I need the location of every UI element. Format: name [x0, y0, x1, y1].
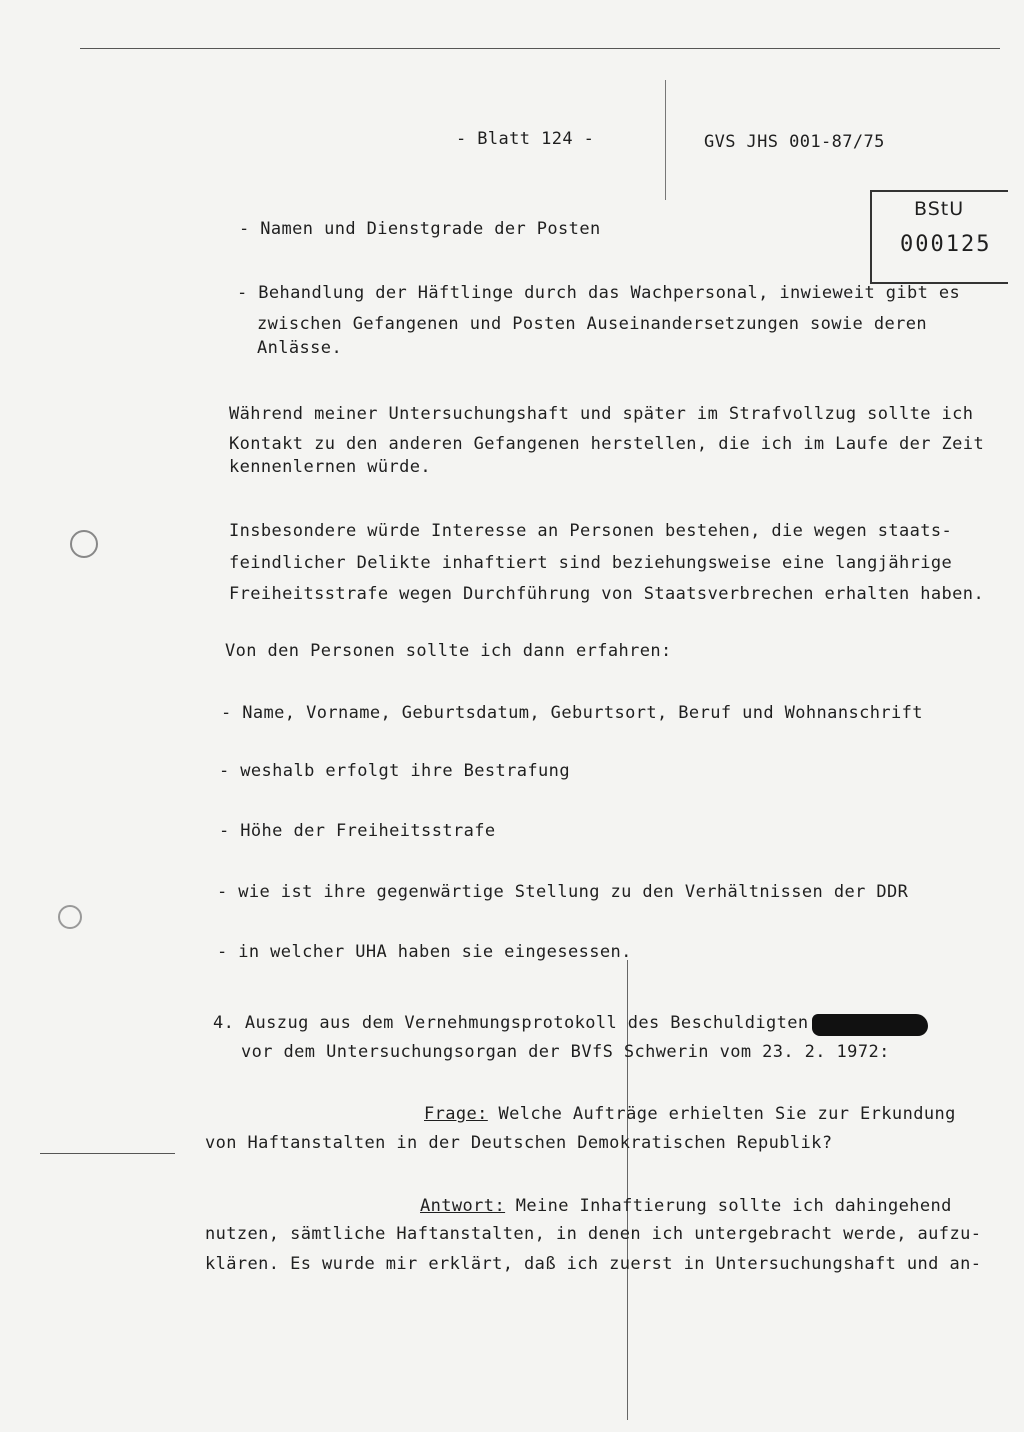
- text-line: Freiheitsstrafe wegen Durchführung von Staatsverbrechen erhalten haben.: [229, 584, 985, 604]
- text-line: vor dem Untersuchungsorgan der BVfS Schwerin vom 23. 2. 1972:: [241, 1042, 890, 1062]
- text-line: kennenlernen würde.: [229, 457, 432, 477]
- text-line: feindlicher Delikte inhaftiert sind beziehungsweise eine langjährige: [229, 553, 953, 573]
- text-line: - Behandlung der Häftlinge durch das Wachpersonal, inwieweit gibt es: [237, 283, 961, 303]
- header-divider: [665, 80, 666, 200]
- stamp-archive-name: BStU: [914, 198, 965, 220]
- list-item: - Höhe der Freiheitsstrafe: [219, 821, 496, 841]
- answer-text: Meine Inhaftierung sollte ich dahingehend: [505, 1196, 952, 1216]
- text-line: Kontakt zu den anderen Gefangenen herstellen, die ich im Laufe der Zeit: [229, 434, 985, 454]
- text-line: Von den Personen sollte ich dann erfahren:: [225, 641, 672, 661]
- list-item: - Name, Vorname, Geburtsdatum, Geburtsort, Beruf und Wohnanschrift: [221, 703, 923, 723]
- archive-stamp: [870, 190, 1008, 284]
- answer-label: Antwort:: [420, 1196, 506, 1216]
- page-label: - Blatt 124 -: [456, 129, 595, 149]
- redaction-mark: [812, 1014, 928, 1036]
- text-line: zwischen Gefangenen und Posten Auseinandersetzungen sowie deren: [257, 314, 927, 334]
- stamp-page-number: 000125: [900, 232, 992, 257]
- list-item: - weshalb erfolgt ihre Bestrafung: [219, 761, 570, 781]
- text-line: klären. Es wurde mir erklärt, daß ich zuerst in Untersuchungshaft und an-: [205, 1254, 982, 1274]
- document-reference: GVS JHS 001-87/75: [704, 132, 885, 152]
- left-margin-rule: [40, 1153, 175, 1154]
- question-text: Welche Aufträge erhielten Sie zur Erkundung: [487, 1104, 956, 1124]
- question-label: Frage:: [424, 1104, 488, 1124]
- list-item: - in welcher UHA haben sie eingesessen.: [217, 942, 632, 962]
- text-line: nutzen, sämtliche Haftanstalten, in denen ich untergebracht werde, aufzu-: [205, 1224, 982, 1244]
- text-line: von Haftanstalten in der Deutschen Demokratischen Republik?: [205, 1133, 833, 1153]
- answer-line: [420, 1196, 952, 1216]
- section-heading: 4. Auszug aus dem Vernehmungsprotokoll des Beschuldigten: [213, 1013, 809, 1033]
- list-item: - wie ist ihre gegenwärtige Stellung zu den Verhältnissen der DDR: [217, 882, 909, 902]
- text-line: Während meiner Untersuchungshaft und später im Strafvollzug sollte ich: [229, 404, 974, 424]
- text-line: - Namen und Dienstgrade der Posten: [239, 219, 601, 239]
- question-line: [424, 1104, 956, 1124]
- text-line: Insbesondere würde Interesse an Personen bestehen, die wegen staats-: [229, 521, 953, 541]
- text-line: Anlässe.: [257, 338, 343, 358]
- punch-hole-top: [70, 530, 98, 558]
- top-rule: [80, 48, 1000, 49]
- punch-hole-bottom: [58, 905, 82, 929]
